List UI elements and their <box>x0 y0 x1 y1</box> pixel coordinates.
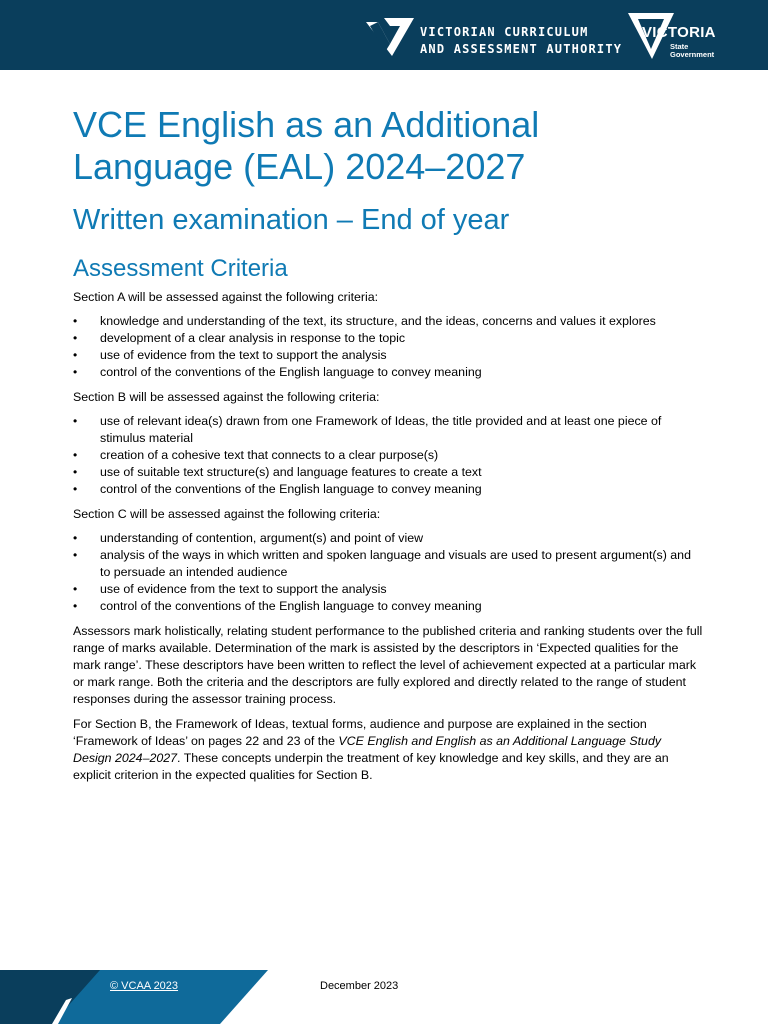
study-design-title: VCE English and English as an Additional Language Study Design 2024–2027 <box>73 734 662 765</box>
list-item: • understanding of contention, argument(s) and point of view <box>73 530 703 547</box>
framework-text-end: . These concepts underpin the treatment of key knowledge and key skills, and they are an explicit criterion in the expected qualities for Section B. <box>73 751 669 782</box>
document-body <box>73 104 703 784</box>
list-item: • use of evidence from the text to support the analysis <box>73 347 703 364</box>
section-a-intro: Section A will be assessed against the following criteria: <box>73 290 379 304</box>
list-item: • use of suitable text structure(s) and language features to create a text <box>73 464 703 481</box>
list-item: • use of evidence from the text to support the analysis <box>73 581 703 598</box>
assessment-paragraph: Assessors mark holistically, relating student performance to the published criteria and ranking students over the full range of marks available. Determination of the mark is assisted by the descriptors in ‘Expected qualities for the mark range’. These descriptors have been written to reflect the level of achievement expected at a particular mark or mark range. Both the criteria and the descriptors are fully explored and directly related to the range of student responses during the assessor training process. <box>73 624 703 706</box>
title-line-2: Language (EAL) 2024–2027 <box>73 146 526 187</box>
list-item: • development of a clear analysis in response to the topic <box>73 330 703 347</box>
list-item: • knowledge and understanding of the text, its structure, and the ideas, concerns and values it explores <box>73 313 703 330</box>
authority-line-1: VICTORIAN CURRICULUM <box>420 25 589 39</box>
list-item: • use of relevant idea(s) drawn from one Framework of Ideas, the title provided and at least one piece of stimulus material <box>73 413 703 447</box>
authority-name <box>420 24 622 58</box>
list-item: • control of the conventions of the English language to convey meaning <box>73 364 703 381</box>
section-b-criteria-list <box>73 413 703 498</box>
document-subtitle: Written examination – End of year <box>73 204 510 236</box>
state-government-label <box>670 43 714 59</box>
section-a-criteria-list <box>73 313 703 381</box>
victoria-wordmark: VICTORIA <box>642 24 716 41</box>
copyright-link[interactable]: © VCAA 2023 <box>110 980 179 992</box>
list-item: • analysis of the ways in which written and spoken language and visuals are used to present argument(s) and to persuade an intended audience <box>73 547 703 581</box>
state-label: State <box>670 42 689 51</box>
section-c-intro: Section C will be assessed against the following criteria: <box>73 507 381 521</box>
government-label: Government <box>670 50 715 59</box>
title-line-1: VCE English as an Additional <box>73 104 540 145</box>
framework-paragraph <box>73 716 703 784</box>
page-header <box>0 0 768 70</box>
document-title <box>73 104 703 188</box>
framework-text-start: For Section B, the Framework of Ideas, textual forms, audience and purpose are explained in the section ‘Framework of Ideas’ on pages 22 and 23 of the <box>73 717 647 748</box>
list-item: • control of the conventions of the English language to convey meaning <box>73 598 703 615</box>
list-item: • control of the conventions of the English language to convey meaning <box>73 481 703 498</box>
section-c-criteria-list <box>73 530 703 615</box>
section-heading: Assessment Criteria <box>73 255 288 282</box>
section-b-intro: Section B will be assessed against the following criteria: <box>73 390 380 404</box>
authority-line-2: AND ASSESSMENT AUTHORITY <box>420 42 623 56</box>
victoria-government-logo <box>628 11 728 61</box>
list-item: • creation of a cohesive text that connects to a clear purpose(s) <box>73 447 703 464</box>
publication-date: December 2023 <box>320 980 399 992</box>
vcaa-logo-icon <box>364 14 416 58</box>
